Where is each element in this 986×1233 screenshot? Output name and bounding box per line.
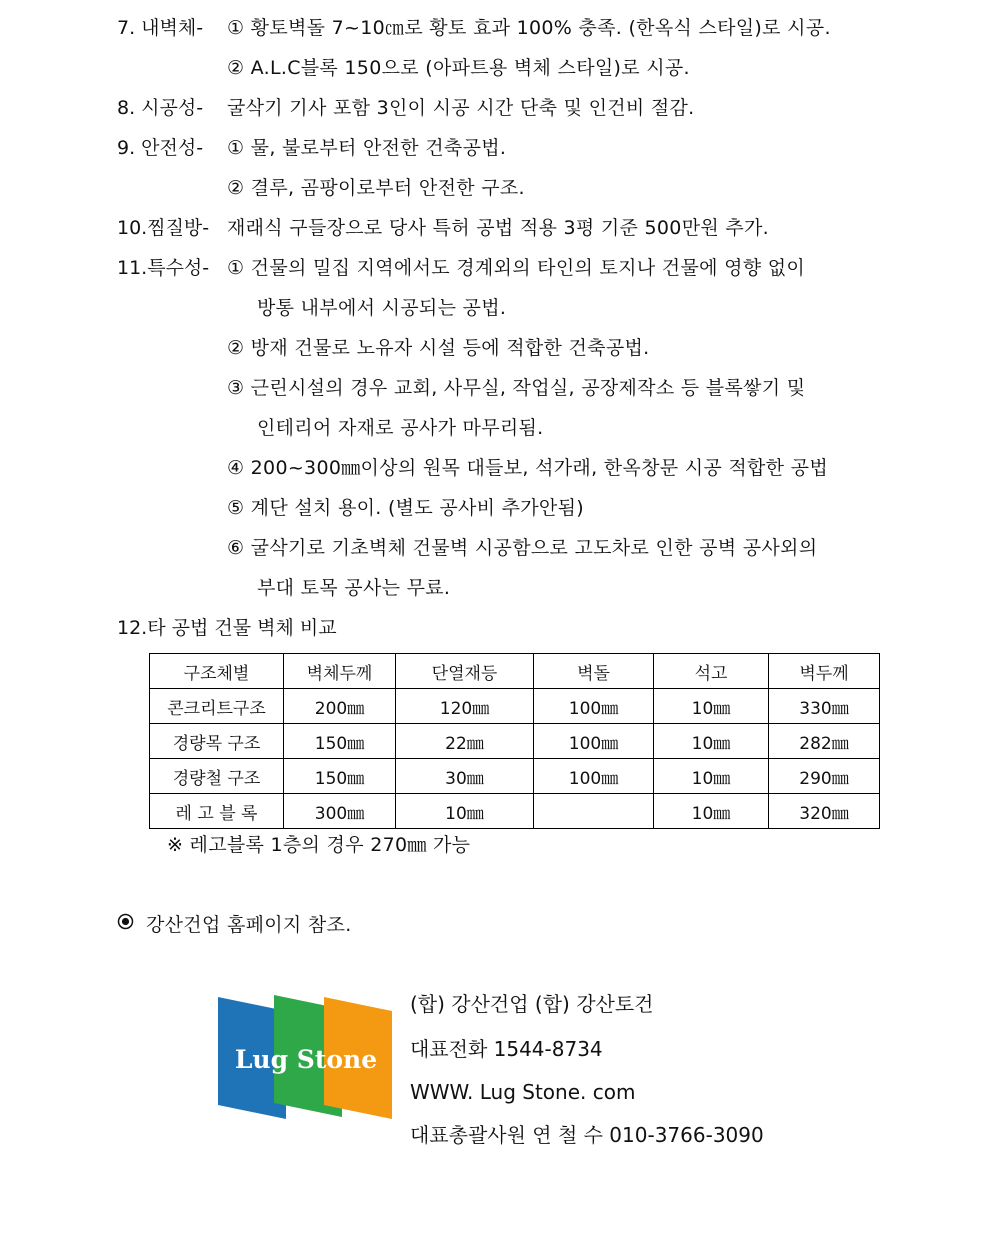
table-header-cell: 구조체별 — [150, 654, 284, 689]
item-7-line-1: ① 황토벽돌 7~10㎝로 황토 효과 100% 충족. (한옥식 스타일)로 시공. — [227, 17, 831, 39]
table-cell: 레 고 블 록 — [150, 794, 284, 829]
item-9-label: 9. 안전성- — [117, 137, 204, 159]
table-cell: 경량목 구조 — [150, 724, 284, 759]
table-cell: 100㎜ — [534, 689, 654, 724]
item-11-line-1: ① 건물의 밀집 지역에서도 경계외의 타인의 토지나 건물에 영향 없이 — [227, 257, 806, 279]
table-cell: 콘크리트구조 — [150, 689, 284, 724]
lug-stone-logo — [218, 995, 396, 1123]
item-11-line-2: 방통 내부에서 시공되는 공법. — [257, 297, 507, 319]
table-cell: 300㎜ — [284, 794, 396, 829]
item-11-line-5: 인테리어 자재로 공사가 마무리됨. — [257, 417, 544, 439]
company-names: (합) 강산건업 (합) 강산토건 — [410, 992, 654, 1016]
item-10-line-1: 재래식 구들장으로 당사 특허 공법 적용 3평 기준 500만원 추가. — [227, 217, 769, 239]
item-11-line-6: ④ 200~300㎜이상의 원목 대들보, 석가래, 한옥창문 시공 적합한 공법 — [227, 457, 828, 479]
table-cell: 10㎜ — [654, 689, 769, 724]
table-note: ※ 레고블록 1층의 경우 270㎜ 가능 — [167, 834, 471, 856]
item-10-label: 10.찜질방- — [117, 217, 210, 239]
item-11-line-4: ③ 근린시설의 경우 교회, 사무실, 작업실, 공장제작소 등 블록쌓기 및 — [227, 377, 806, 399]
table-row — [150, 759, 880, 794]
table-cell: 120㎜ — [396, 689, 534, 724]
table-cell: 10㎜ — [654, 794, 769, 829]
table-cell: 22㎜ — [396, 724, 534, 759]
table-cell: 100㎜ — [534, 724, 654, 759]
representative-contact: 대표총괄사원 연 철 수 010-3766-3090 — [410, 1123, 764, 1147]
item-9-line-1: ① 물, 불로부터 안전한 건축공법. — [227, 137, 507, 159]
table-cell: 290㎜ — [769, 759, 880, 794]
item-11-label: 11.특수성- — [117, 257, 210, 279]
table-header-cell: 석고 — [654, 654, 769, 689]
table-row — [150, 794, 880, 829]
item-11-line-3: ② 방재 건물로 노유자 시설 등에 적합한 건축공법. — [227, 337, 650, 359]
item-7-line-2: ② A.L.C블록 150으로 (아파트용 벽체 스타일)로 시공. — [227, 57, 690, 79]
table-cell: 282㎜ — [769, 724, 880, 759]
homepage-reference: 강산건업 홈페이지 참조. — [146, 914, 352, 936]
table-row — [150, 689, 880, 724]
table-cell — [534, 794, 654, 829]
radio-bullet-icon — [117, 913, 134, 930]
item-9-line-2: ② 결루, 곰팡이로부터 안전한 구조. — [227, 177, 525, 199]
table-header-cell: 벽두께 — [769, 654, 880, 689]
table-cell: 10㎜ — [654, 724, 769, 759]
table-cell: 330㎜ — [769, 689, 880, 724]
table-cell: 320㎜ — [769, 794, 880, 829]
table-cell: 30㎜ — [396, 759, 534, 794]
website[interactable]: WWW. Lug Stone. com — [410, 1080, 636, 1104]
logo-text: Lug Stone — [234, 1045, 378, 1074]
table-header-cell: 벽체두께 — [284, 654, 396, 689]
item-8-label: 8. 시공성- — [117, 97, 204, 119]
section-12-title: 12.타 공법 건물 벽체 비교 — [117, 617, 337, 639]
table-cell: 경량철 구조 — [150, 759, 284, 794]
table-header-row — [150, 654, 880, 689]
item-11-line-8: ⑥ 굴삭기로 기초벽체 건물벽 시공함으로 고도차로 인한 공벽 공사외의 — [227, 537, 818, 559]
table-header-cell: 단열재등 — [396, 654, 534, 689]
table-cell: 10㎜ — [396, 794, 534, 829]
table-row — [150, 724, 880, 759]
item-11-line-9: 부대 토목 공사는 무료. — [257, 577, 451, 599]
item-7-label: 7. 내벽체- — [117, 17, 204, 39]
table-cell: 10㎜ — [654, 759, 769, 794]
table-cell: 150㎜ — [284, 724, 396, 759]
item-8-line-1: 굴삭기 기사 포함 3인이 시공 시간 단축 및 인건비 절감. — [227, 97, 695, 119]
table-cell: 100㎜ — [534, 759, 654, 794]
wall-comparison-table — [149, 653, 880, 829]
table-cell: 200㎜ — [284, 689, 396, 724]
table-cell: 150㎜ — [284, 759, 396, 794]
main-phone: 대표전화 1544-8734 — [410, 1037, 603, 1061]
table-header-cell: 벽돌 — [534, 654, 654, 689]
item-11-line-7: ⑤ 계단 설치 용이. (별도 공사비 추가안됨) — [227, 497, 584, 519]
